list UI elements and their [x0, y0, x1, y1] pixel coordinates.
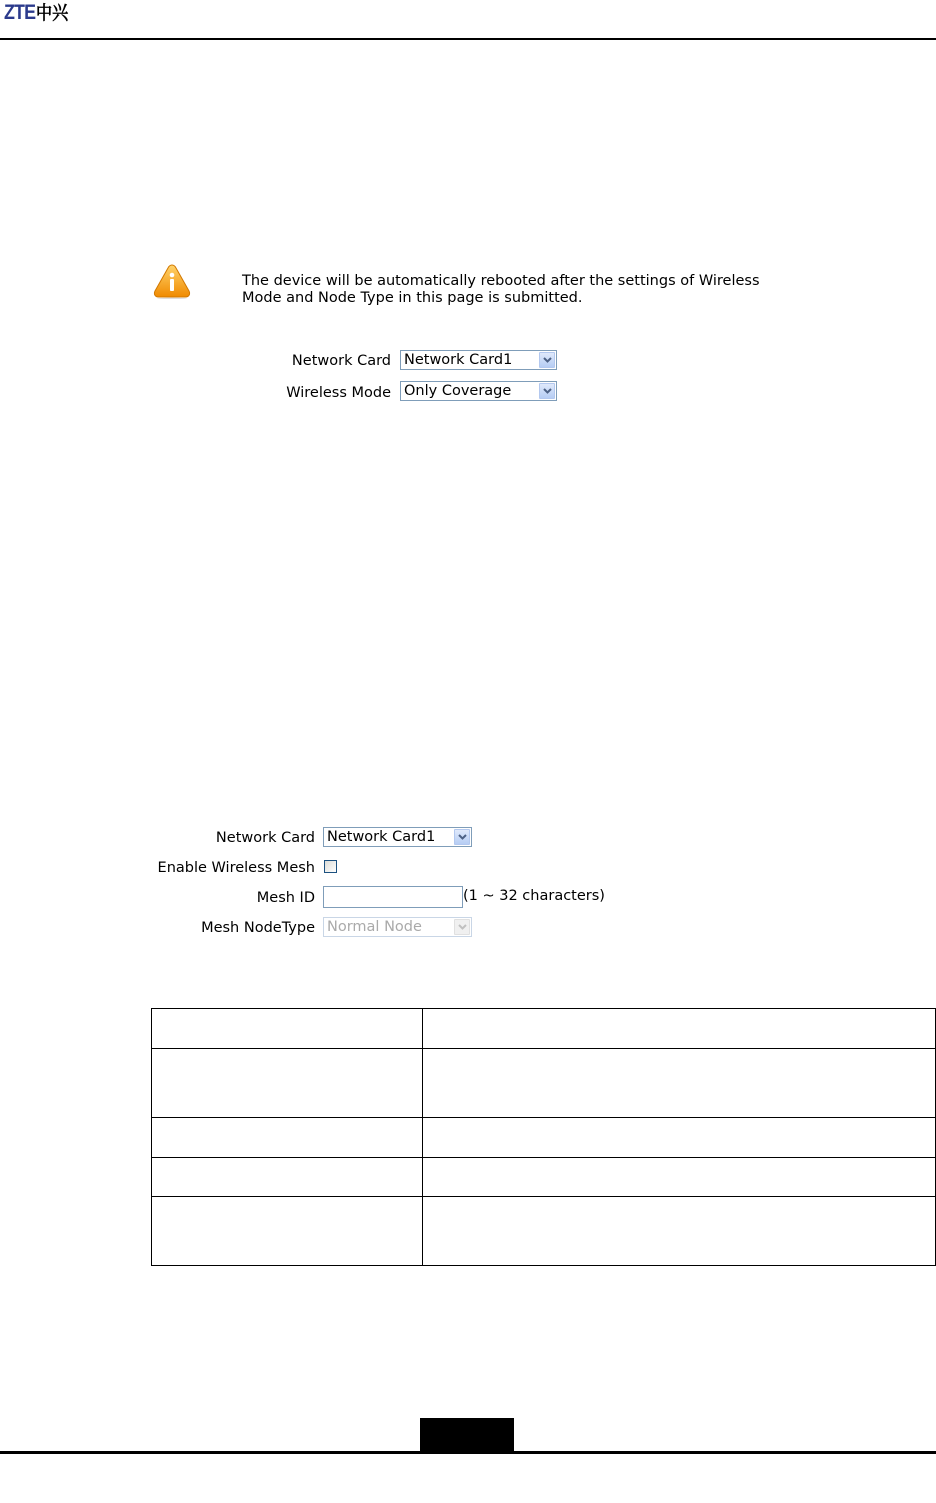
table-row — [152, 1009, 936, 1049]
table-cell — [423, 1009, 936, 1049]
table-cell — [423, 1158, 936, 1197]
mesh-network-card-select[interactable] — [323, 827, 472, 847]
warning-icon — [153, 263, 191, 299]
table-cell — [423, 1049, 936, 1118]
mesh-network-card-value: Network Card1 — [327, 829, 436, 845]
mesh-nodetype-label: Mesh NodeType — [201, 920, 315, 936]
table-row — [152, 1049, 936, 1118]
header-rule — [0, 38, 936, 40]
enable-mesh-label: Enable Wireless Mesh — [157, 860, 315, 876]
reboot-notice: The device will be automatically rebooted after the settings of Wireless Mode and Node Type in this page is submitted. — [242, 273, 760, 306]
table-cell — [152, 1118, 423, 1158]
mesh-network-card-label: Network Card — [215, 830, 315, 846]
table-cell — [152, 1158, 423, 1197]
table-row — [152, 1118, 936, 1158]
mesh-nodetype-value: Normal Node — [327, 919, 422, 935]
network-card-value: Network Card1 — [404, 352, 513, 368]
table-cell — [152, 1197, 423, 1266]
table-cell — [152, 1009, 423, 1049]
wireless-mode-label: Wireless Mode — [286, 385, 391, 401]
page-number-block — [420, 1418, 514, 1453]
logo-latin: ZTE — [4, 1, 36, 24]
table-row — [152, 1158, 936, 1197]
parameter-table — [151, 1008, 936, 1266]
zte-logo — [4, 2, 68, 24]
table-cell — [423, 1197, 936, 1266]
mesh-nodetype-select[interactable] — [323, 917, 472, 937]
footer-rule — [0, 1451, 936, 1454]
chevron-down-icon[interactable] — [454, 829, 470, 845]
wireless-mode-value: Only Coverage — [404, 383, 512, 399]
network-card-select[interactable] — [400, 350, 557, 370]
table-cell — [152, 1049, 423, 1118]
table-row — [152, 1197, 936, 1266]
mesh-id-hint: (1 ~ 32 characters) — [463, 888, 605, 904]
table-cell — [423, 1118, 936, 1158]
chevron-down-icon[interactable] — [539, 383, 555, 399]
chevron-down-icon[interactable] — [539, 352, 555, 368]
mesh-id-input[interactable] — [323, 886, 463, 908]
logo-cjk: 中兴 — [36, 3, 69, 24]
chevron-down-icon — [454, 919, 470, 935]
enable-mesh-checkbox[interactable] — [324, 860, 337, 873]
mesh-id-label: Mesh ID — [256, 890, 315, 906]
wireless-mode-select[interactable] — [400, 381, 557, 401]
network-card-label: Network Card — [291, 353, 391, 369]
